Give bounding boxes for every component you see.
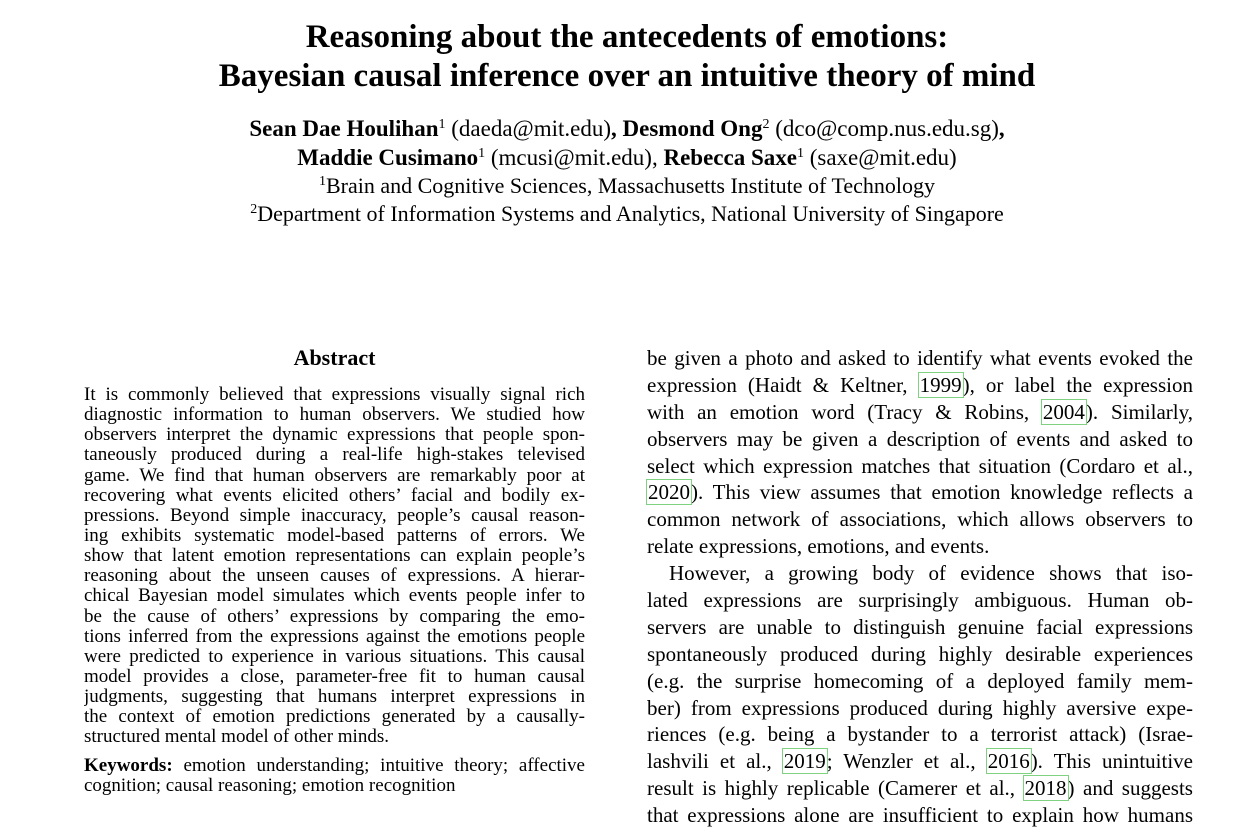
author-block	[0, 114, 1254, 228]
citation-link[interactable]: 2020	[648, 480, 690, 505]
abstract-line: model provides a close, parameter-free fit to human causal	[84, 666, 585, 687]
affiliation-sup: 2	[250, 202, 258, 217]
abstract-line: were predicted to experience in various situations. This causal	[84, 646, 585, 667]
author-separator: ,	[998, 116, 1005, 141]
citation-link[interactable]: 2018	[1024, 776, 1067, 801]
body-line: lashvili et al., 2019; Wenzler et al., 2016). This unintuitive	[647, 749, 1193, 774]
keywords-label: Keywords:	[84, 754, 173, 776]
right-column-body	[647, 345, 1193, 829]
body-line: lated expressions are surprisingly ambiguous. Human ob-	[647, 588, 1193, 613]
abstract-line: tions inferred from the expressions against the emotions people	[84, 626, 585, 647]
body-line: servers are unable to distinguish genuine facial expressions	[647, 614, 1193, 639]
abstract-line: chical Bayesian model simulates which events people infer to	[84, 586, 585, 607]
keywords-line: cognition; causal reasoning; emotion recognition	[84, 774, 456, 796]
abstract-line: game. We find that human observers are remarkably poor at	[84, 465, 585, 486]
author-name: Desmond Ong	[622, 116, 763, 141]
body-line: ber) from expressions produced during highly aversive expe-	[647, 695, 1193, 720]
abstract-line: It is commonly believed that expressions visually signal rich	[84, 385, 585, 405]
body-line: result is highly replicable (Camerer et al., 2018) and suggests	[647, 776, 1193, 801]
body-line: select which expression matches that situation (Cordaro et al.,	[647, 453, 1193, 478]
author-name: Rebecca Saxe	[663, 145, 797, 170]
abstract-line: be the cause of others’ expressions by comparing the emo-	[84, 606, 585, 627]
author-name: Maddie Cusimano	[297, 145, 479, 170]
title-line-1: Reasoning about the antecedents of emotions:	[305, 19, 949, 55]
abstract-line: diagnostic information to human observers. We studied how	[84, 405, 585, 426]
author-affil-sup: 1	[438, 117, 446, 132]
body-line: expression (Haidt & Keltner, 1999), or label the expression	[647, 372, 1193, 397]
abstract-line: show that latent emotion representations can explain people’s	[84, 546, 585, 567]
abstract-line: the context of emotion predictions generated by a causally-	[84, 707, 585, 728]
body-line: with an emotion word (Tracy & Robins, 2004). Similarly,	[647, 399, 1193, 424]
abstract-line: reasoning about the unseen causes of expressions. A hierar-	[84, 566, 585, 587]
affiliation-text: Department of Information Systems and Analytics, National University of Singapore	[257, 201, 1004, 226]
abstract-line: judgments, suggesting that humans interpret expressions in	[84, 687, 585, 708]
keywords-text: emotion understanding; intuitive theory; affective	[183, 754, 585, 776]
citation-link[interactable]: 2019	[783, 749, 826, 774]
body-line: relate expressions, emotions, and events.	[647, 534, 990, 559]
abstract-line: ing exhibits systematic model-based patterns of errors. We	[84, 525, 585, 546]
author-email: (saxe@mit.edu)	[809, 145, 957, 170]
author-email: (daeda@mit.edu)	[451, 116, 612, 141]
body-line: be given a photo and asked to identify what events evoked the	[647, 346, 1193, 370]
abstract-line: observers interpret the dynamic expressions that people spon-	[84, 425, 585, 446]
body-line: riences (e.g. being a bystander to a terrorist attack) (Israe-	[647, 722, 1193, 747]
author-line-1	[0, 114, 1254, 143]
body-line: 2020). This view assumes that emotion knowledge reflects a	[648, 480, 1193, 505]
author-affil-sup: 2	[762, 117, 770, 132]
abstract-line: pressions. Beyond simple inaccuracy, people’s causal reason-	[84, 505, 585, 526]
author-separator: ,	[651, 145, 664, 170]
abstract-body	[84, 385, 585, 748]
citation-link[interactable]: 1999	[919, 372, 962, 397]
keywords	[84, 756, 585, 796]
body-line: common network of associations, which allows observers to	[647, 507, 1193, 532]
affiliation-text: Brain and Cognitive Sciences, Massachusetts Institute of Technology	[325, 173, 936, 198]
abstract-line: recovering what events elicited others’ facial and bodily ex-	[84, 485, 585, 506]
body-line: spontaneously produced during highly desirable experiences	[647, 641, 1193, 666]
body-line: that expressions alone are insufficient to explain how humans	[647, 803, 1193, 828]
body-line: (e.g. the surprise homecoming of a deployed family mem-	[647, 668, 1193, 693]
author-email: (mcusi@mit.edu)	[490, 145, 652, 170]
keywords-line	[84, 756, 585, 776]
author-name: Sean Dae Houlihan	[249, 116, 439, 141]
left-column	[84, 343, 585, 796]
body-line: However, a growing body of evidence shows that iso-	[669, 561, 1193, 586]
abstract-heading: Abstract	[293, 345, 376, 370]
citation-link[interactable]: 2004	[1042, 399, 1085, 424]
body-line: observers may be given a description of events and asked to	[647, 426, 1193, 451]
author-line-2	[0, 143, 1254, 172]
citation-link[interactable]: 2016	[987, 749, 1030, 774]
affiliation-sup: 1	[318, 174, 326, 189]
author-affil-sup: 1	[796, 146, 804, 161]
abstract-line: structured mental model of other minds.	[84, 727, 389, 748]
paper-title	[0, 18, 1254, 96]
author-separator: ,	[611, 116, 623, 141]
abstract-line: taneously produced during a real-life high-stakes televised	[84, 445, 585, 466]
title-line-2: Bayesian causal inference over an intuitive theory of mind	[218, 58, 1036, 94]
affiliation-2	[0, 200, 1254, 228]
affiliation-1	[0, 172, 1254, 200]
author-affil-sup: 1	[478, 146, 486, 161]
author-email: (dco@comp.nus.edu.sg)	[775, 116, 999, 141]
